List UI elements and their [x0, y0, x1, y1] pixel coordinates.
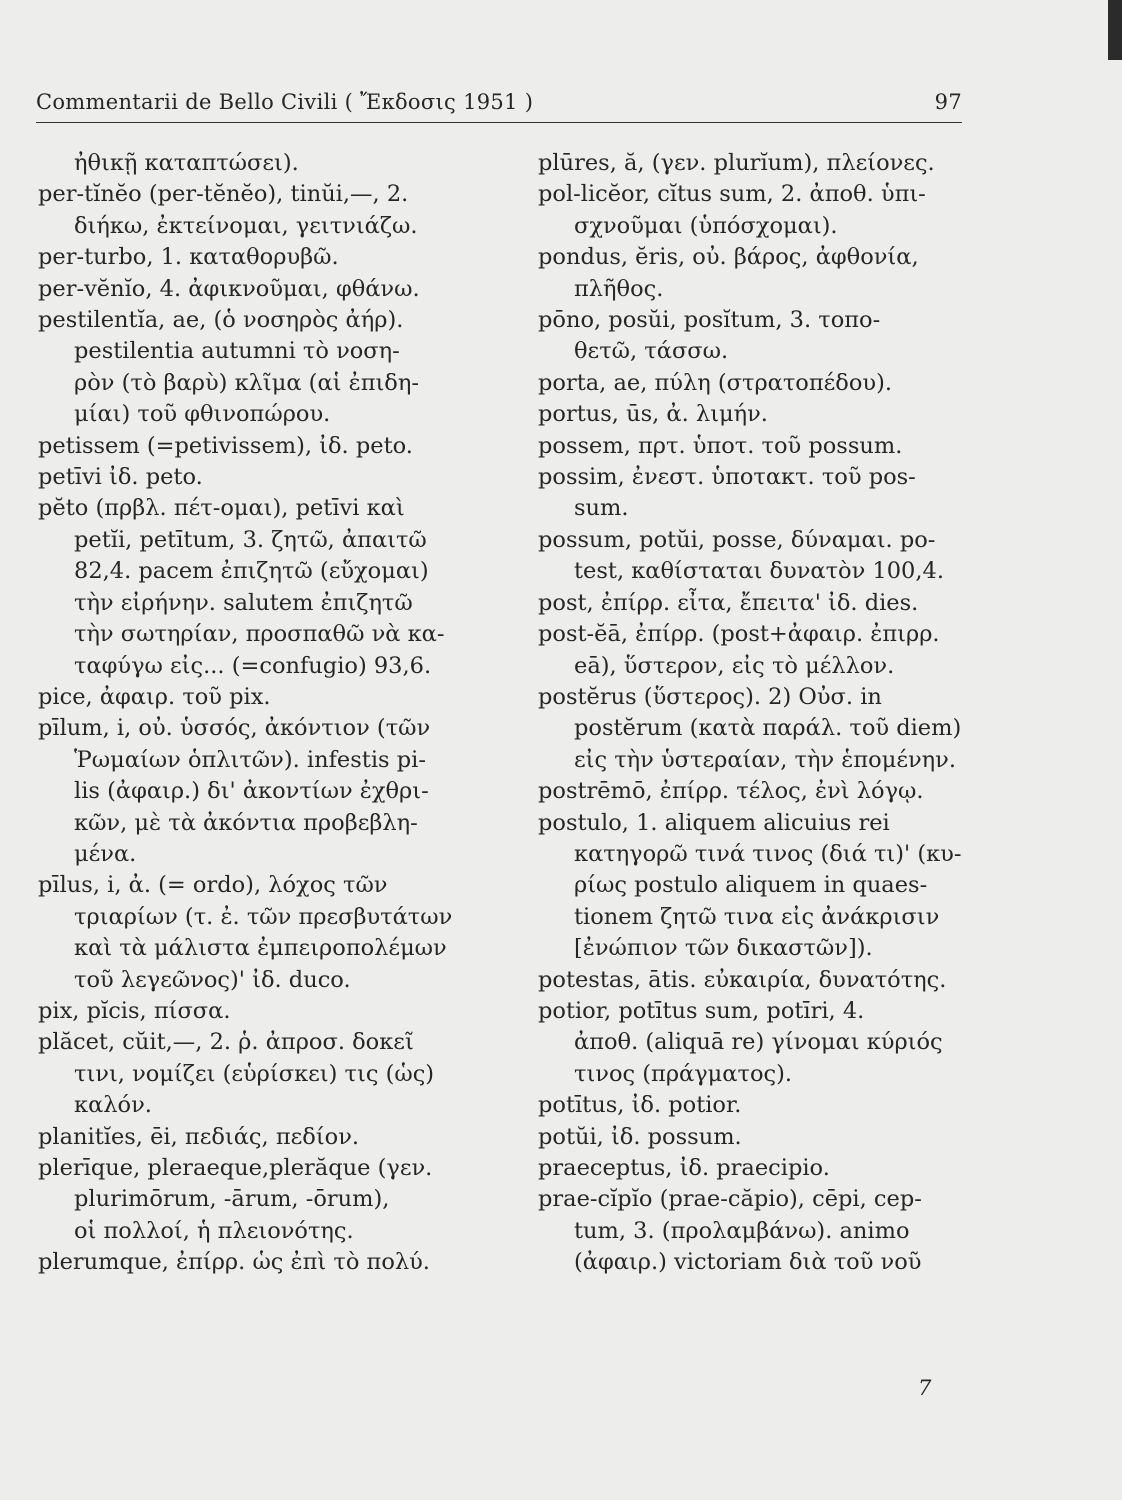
dictionary-line: tum, 3. (προλαμβάνω). animo	[574, 1217, 910, 1244]
dictionary-line: plerīque, pleraeque,plerăque (γεν.	[38, 1155, 433, 1181]
dictionary-line: postĕrus (ὕστερος). 2) Οὐσ. in	[538, 683, 882, 710]
dictionary-line: σχνοῦμαι (ὑπόσχομαι).	[574, 212, 838, 239]
dictionary-line: Ῥωμαίων ὁπλιτῶν). infestis pi-	[74, 746, 426, 773]
dictionary-line: pestilentia autumni τὸ νοση-	[74, 338, 400, 365]
dictionary-line: plerumque, ἐπίρρ. ὡς ἐπὶ τὸ πολύ.	[38, 1249, 430, 1276]
dictionary-line: potior, potītus sum, potīri, 4.	[538, 997, 865, 1024]
dictionary-line: per-turbo, 1. καταθορυβῶ.	[38, 244, 339, 271]
page-edge	[1108, 0, 1122, 60]
dictionary-line: θετῶ, τάσσω.	[574, 338, 729, 365]
dictionary-line: διήκω, ἐκτείνομαι, γειτνιάζω.	[74, 212, 418, 239]
dictionary-line: potītus, ἰδ. potior.	[538, 1092, 742, 1119]
dictionary-line: per-vĕnĭo, 4. ἀφικνοῦμαι, φθάνω.	[38, 275, 420, 302]
dictionary-line: εἰς τὴν ὑστεραίαν, τὴν ἑπομένην.	[574, 746, 956, 773]
dictionary-line: planitĭes, ēi, πεδιάς, πεδίον.	[38, 1123, 360, 1150]
dictionary-line: κατηγορῶ τινά τινος (διά τι)' (κυ-	[574, 840, 962, 867]
dictionary-line: per-tĭnĕo (per-tĕnĕo), tinŭi,—, 2.	[38, 181, 409, 208]
dictionary-line: test, καθίσταται δυνατὸν 100,4.	[574, 558, 944, 585]
dictionary-line: sum.	[574, 495, 629, 522]
dictionary-line: eā), ὕστερον, εἰς τὸ μέλλον.	[574, 652, 895, 679]
page-number: 97	[934, 90, 962, 114]
dictionary-line: ἀποθ. (aliquā re) γίνομαι κύριός	[574, 1029, 943, 1056]
dictionary-line: plurimōrum, -ārum, -ōrum),	[74, 1186, 390, 1213]
dictionary-line: plăcet, cŭit,—, 2. ῥ. ἀπροσ. δοκεῖ	[38, 1029, 414, 1056]
dictionary-line: (ἀφαιρ.) victoriam διὰ τοῦ νοῦ	[574, 1249, 922, 1276]
dictionary-line: κῶν, μὲ τὰ ἀκόντια προβεβλη-	[74, 809, 418, 836]
dictionary-line: possem, πρτ. ὑποτ. τοῦ possum.	[538, 432, 903, 459]
dictionary-line: lis (ἀφαιρ.) δι' ἀκοντίων ἐχθρι-	[74, 778, 429, 805]
dictionary-line: πλῆθος.	[574, 275, 664, 302]
dictionary-line: prae-cĭpĭo (prae-căpio), cēpi, cep-	[538, 1186, 922, 1213]
dictionary-line: pice, ἀφαιρ. τοῦ pix.	[38, 683, 271, 710]
right-column	[538, 148, 964, 1279]
dictionary-line: pīlum, i, οὐ. ὑσσός, ἀκόντιον (τῶν	[38, 715, 431, 742]
dictionary-line: pĕto (πρβλ. πέτ-ομαι), petīvi καὶ	[38, 495, 405, 522]
dictionary-line: τινος (πράγματος).	[574, 1060, 793, 1087]
dictionary-line: καλόν.	[74, 1092, 152, 1119]
signature-mark: 7	[918, 1376, 932, 1400]
dictionary-line: post, ἐπίρρ. εἶτα, ἔπειτα' ἰδ. dies.	[538, 589, 919, 616]
dictionary-line: τριαρίων (τ. ἐ. τῶν πρεσβυτάτων	[74, 903, 453, 930]
dictionary-line: tionem ζητῶ τινα εἰς ἀνάκρισιν	[574, 903, 940, 930]
dictionary-line: οἱ πολλοί, ἡ πλειονότης.	[74, 1217, 354, 1244]
dictionary-line: petissem (=petivissem), ἰδ. peto.	[38, 432, 413, 459]
dictionary-line: ταφύγω εἰς... (=confugio) 93,6.	[74, 652, 432, 679]
dictionary-line: τοῦ λεγεῶνος)' ἰδ. duco.	[74, 966, 351, 993]
dictionary-line: pestilentĭa, ae, (ὁ νοσηρὸς ἀήρ).	[38, 307, 404, 334]
dictionary-line: 82,4. pacem ἐπιζητῶ (εὔχομαι)	[74, 558, 429, 585]
dictionary-line: τινι, νομίζει (εὑρίσκει) τις (ὡς)	[74, 1060, 435, 1087]
dictionary-line: μίαι) τοῦ φθινοπώρου.	[74, 401, 331, 428]
dictionary-line: pondus, ĕris, οὐ. βάρος, ἀφθονία,	[538, 244, 919, 271]
running-header	[36, 86, 962, 123]
dictionary-line: praeceptus, ἰδ. praecipio.	[538, 1155, 830, 1181]
dictionary-line: possum, potŭi, posse, δύναμαι. po-	[538, 526, 936, 553]
dictionary-line: porta, ae, πύλη (στρατοπέδου).	[538, 369, 893, 396]
running-title: Commentarii de Bello Civili ( Ἔκδοσις 1951 )	[36, 90, 534, 114]
dictionary-line: μένα.	[74, 840, 137, 867]
dictionary-line: potŭi, ἰδ. possum.	[538, 1123, 742, 1150]
dictionary-line: possim, ἐνεστ. ὑποτακτ. τοῦ pos-	[538, 464, 916, 491]
dictionary-line: petĭi, petītum, 3. ζητῶ, ἀπαιτῶ	[74, 526, 427, 553]
dictionary-line: τὴν σωτηρίαν, προσπαθῶ νὰ κα-	[74, 621, 445, 648]
dictionary-line: postrēmō, ἐπίρρ. τέλος, ἐνὶ λόγῳ.	[538, 778, 924, 805]
dictionary-line: ἠθικῇ καταπτώσει).	[74, 150, 299, 176]
dictionary-line: plūres, ă, (γεν. plurĭum), πλείονες.	[538, 150, 935, 176]
dictionary-line: ρίως postulo aliquem in quaes-	[574, 872, 928, 899]
dictionary-line: potestas, ātis. εὐκαιρία, δυνατότης.	[538, 966, 947, 993]
dictionary-line: καὶ τὰ μάλιστα ἐμπειροπολέμων	[74, 935, 447, 962]
dictionary-line: pōno, posŭi, posĭtum, 3. τοπο-	[538, 307, 881, 334]
dictionary-line: pol-licĕor, cĭtus sum, 2. ἀποθ. ὑπι-	[538, 181, 926, 208]
dictionary-line: petīvi ἰδ. peto.	[38, 464, 203, 491]
dictionary-line: pīlus, i, ἀ. (= ordo), λόχος τῶν	[38, 872, 388, 899]
dictionary-line: τὴν εἰρήνην. salutem ἐπιζητῶ	[74, 589, 413, 616]
dictionary-line: post-ĕā, ἐπίρρ. (post+ἀφαιρ. ἐπιρρ.	[538, 621, 940, 648]
dictionary-line: [ἐνώπιον τῶν δικαστῶν]).	[574, 935, 873, 962]
dictionary-line: ρὸν (τὸ βαρὺ) κλῖμα (αἱ ἐπιδη-	[74, 369, 419, 396]
left-column	[38, 148, 502, 1279]
dictionary-line: portus, ūs, ἀ. λιμήν.	[538, 401, 768, 428]
dictionary-line: postĕrum (κατὰ παράλ. τοῦ diem)	[574, 715, 962, 742]
dictionary-line: pix, pĭcis, πίσσα.	[38, 997, 231, 1024]
dictionary-line: postulo, 1. aliquem alicuius rei	[538, 809, 890, 836]
